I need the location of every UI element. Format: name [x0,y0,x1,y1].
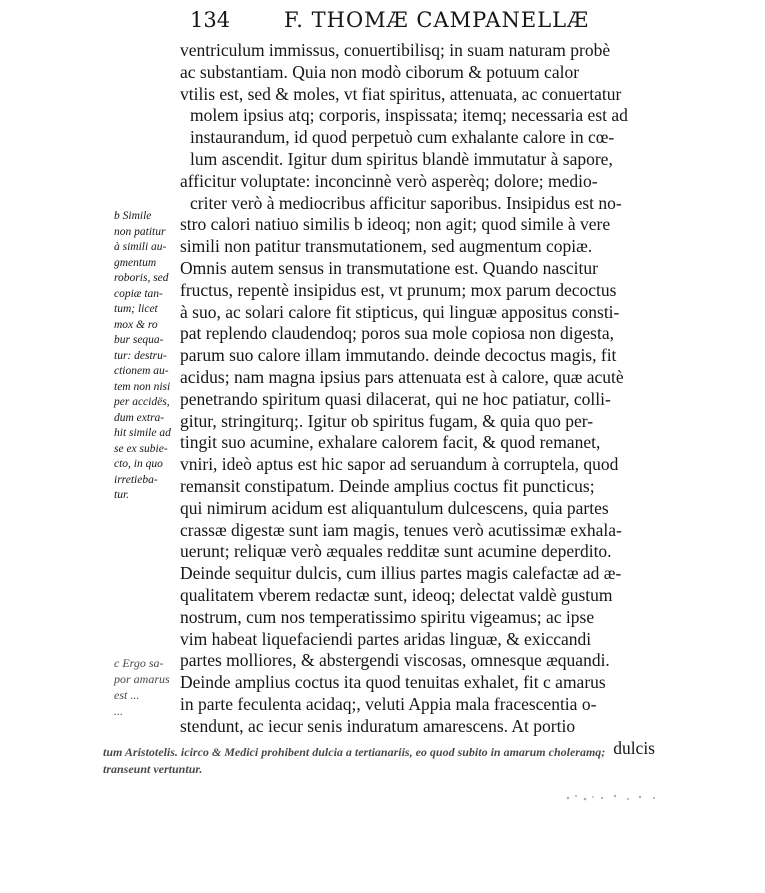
footnote [103,744,678,778]
text-line: pat replendo claudendoq; poros sua mole copiosa non digesta, [180,323,614,344]
text-line: remansit constipatum. Deinde amplius coctus fit puncticus; [180,475,595,496]
text-line: instaurandum, id quod perpetuò cum exhalante calore in cœ- [190,127,615,148]
note-line: irretieba- [114,473,158,486]
text-line: penetrando spiritum quasi dilacerat, qui ne hoc patiatur, colli- [180,388,611,409]
note-line: bur sequa- [114,334,164,346]
text-line: qualitatem vberem redactæ sunt, ideoq; delectat valdè gustum [180,584,613,605]
text-line: dulcis [613,737,655,758]
text-line: in parte feculenta acidaq;, veluti Appia mala fracescentia o- [180,693,597,714]
text-line: Deinde amplius coctus ita quod tenuitas exhalet, fit c amarus [180,672,606,693]
note-line: ... [114,704,123,718]
note-line: b Simile [114,210,152,222]
text-line: nostrum, cum nos temperatissimo spiritu vigeamus; ac ipse [180,606,595,627]
text-line: criter verò à mediocribus afficitur saporibus. Insipidus est no- [190,192,622,213]
text-line: crassæ digestæ sunt iam magis, tenues verò acutissimæ exhala- [180,519,622,540]
footnote-line: transeunt vertuntur. [103,762,203,776]
text-line: gitur, stringiturq;. Igitur ob spiritus fugam, & quia quo per- [180,410,594,431]
note-line: hit simile ad [114,427,171,439]
note-line: tur: destru- [114,349,167,362]
text-line: vniri, ideò aptus est hic sapor ad seruandum à corruptela, quod [180,454,619,475]
note-line: ctionem au- [114,365,169,377]
ink-smudge-decoration [560,790,670,806]
text-line: vim habeat liquefaciendi partes aridas linguæ, & exiccandi [180,628,592,649]
text-line: stendunt, ac iecur senis induratum amarescens. At portio [180,715,576,736]
note-line: dum extra- [114,411,165,424]
text-line: tingit suo acumine, exhalare calorem facit, & quod remanet, [180,432,601,453]
page-header [190,7,670,33]
note-line: roboris, sed [114,272,169,284]
note-line: tem non nisi [114,380,171,393]
note-line: est ... [114,688,140,702]
text-line: Deinde sequitur dulcis, cum illius partes magis calefactæ ad æ- [180,563,622,584]
text-line: Omnis autem sensus in transmutatione est. Quando nascitur [180,257,598,278]
text-line: ac substantiam. Quia non modò ciborum & potuum calor [180,61,580,82]
text-line: simili non patitur transmutationem, sed augmentum copiæ. [180,236,593,257]
running-head: F. THOMÆ CAMPANELLÆ [284,8,590,32]
text-line: à suo, ac solari calore fit stipticus, qui linguæ appositus consti- [180,301,620,322]
text-line: molem ipsius atq; corporis, inspissata; itemq; necessaria est ad [190,105,628,126]
note-line: à simili au- [114,241,167,253]
text-line: stro calori natiuo similis b ideoq; non agit; quod simile à vere [180,214,611,235]
note-line: mox & ro [114,318,158,331]
main-text-block [180,40,675,759]
note-line: per accidës, [114,396,170,408]
text-line: acidus; nam magna ipsius pars attenuata est à calore, quæ acutè [180,366,624,387]
footnote-line: tum Aristotelis. icirco & Medici prohibent dulcia a tertianariis, eo quod subito in amarum choleramq; [103,745,606,759]
text-line: afficitur voluptate: inconcinnè verò asperèq; dolore; medio- [180,170,598,191]
text-line: fructus, repentè insipidus est, vt prunum; mox parum decoctus [180,279,617,300]
margin-note-b [114,209,188,504]
note-line: non patitur [114,225,166,238]
note-line: tur. [114,489,130,501]
text-line: qui nimirum acidum est aliquantulum dulcescens, quia partes [180,497,609,518]
note-line: se ex subie- [114,442,168,455]
note-line: c Ergo sa- [114,656,164,670]
note-line: gmentum [114,256,157,269]
text-line: parum suo calore illam immutando. deinde decoctus magis, fit [180,345,617,366]
text-line: ventriculum immissus, conuertibilisq; in suam naturam probè [180,40,611,60]
note-line: por amarus [114,672,170,686]
page-number: 134 [190,8,231,32]
text-line: partes molliores, & abstergendi viscosas, omnesque æquandi. [180,650,610,671]
text-line: vtilis est, sed & moles, vt fiat spiritus, attenuata, ac conuertatur [180,83,622,104]
text-line: uerunt; reliquæ verò æquales redditæ sunt acumine deperdito. [180,541,612,562]
note-line: tum; licet [114,303,158,315]
note-line: copiæ tan- [114,287,163,300]
note-line: cto, in quo [114,458,163,470]
text-line: lum ascendit. Igitur dum spiritus blandè immutatur à sapore, [190,148,613,169]
margin-note-c [114,655,184,719]
